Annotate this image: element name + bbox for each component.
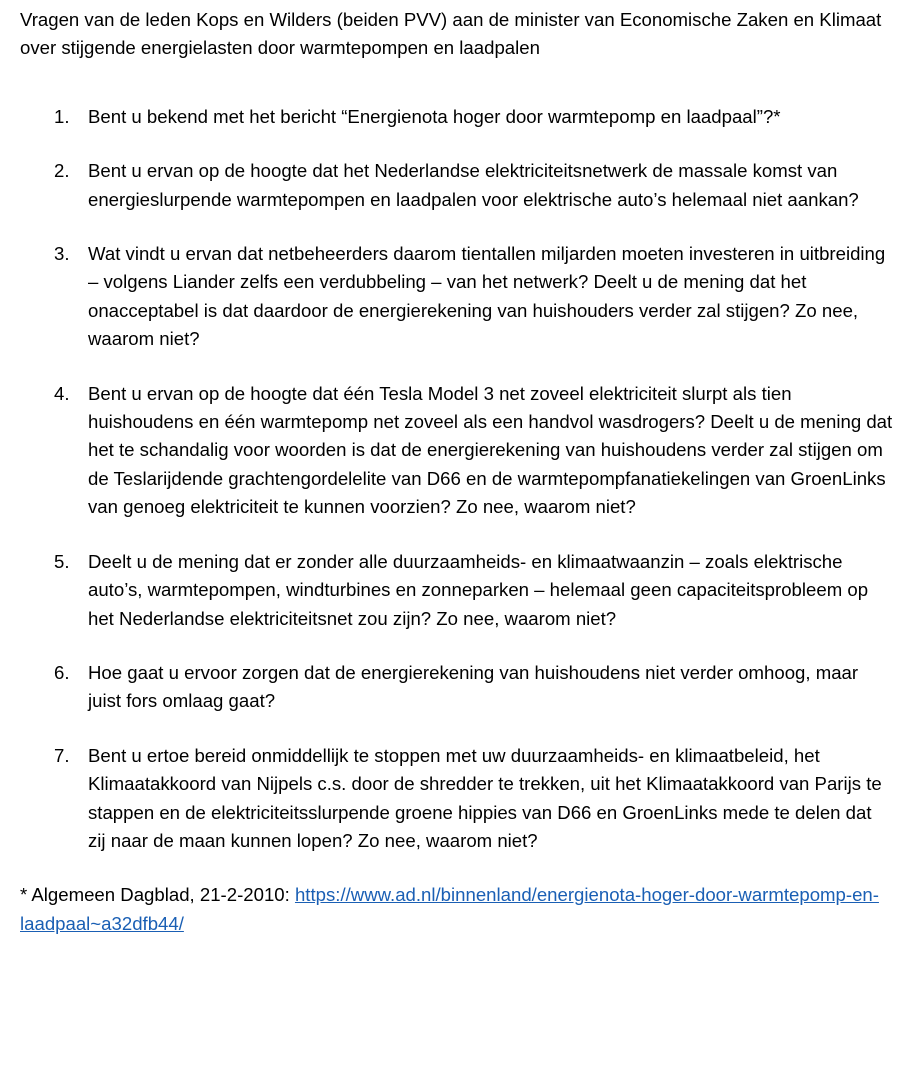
question-number: 1.: [54, 105, 70, 127]
question-text: Bent u ervan op de hoogte dat het Nederlandse elektriciteitsnetwerk de massale komst van energieslurpende warmtepompen en laadpalen voor elektrische auto’s helemaal niet aankan?: [88, 160, 859, 210]
question-text: Bent u ervan op de hoogte dat één Tesla Model 3 net zoveel elektriciteit slurpt als tien huishoudens en één warmtepomp net zoveel als een handvol wasdrogers? Deelt u de mening dat het te schandalig voor woorden is dat de energierekening van huishoudens verder zal stijgen om de Teslarijdende grachtengordelelite van D66 en de warmtepompfanatiekelingen van GroenLinks van genoeg elektriciteit te kunnen voorzien? Zo nee, waarom niet?: [88, 382, 893, 518]
question-text: Bent u bekend met het bericht “Energienota hoger door warmtepomp en laadpaal”?*: [88, 105, 781, 127]
question-item: [20, 548, 904, 633]
question-item: [20, 103, 904, 131]
document-intro: Vragen van de leden Kops en Wilders (beiden PVV) aan de minister van Economische Zaken en Klimaat over stijgende energielasten door warmtepompen en laadpalen: [20, 9, 882, 59]
question-item: [20, 742, 904, 856]
question-item: [20, 659, 904, 716]
question-number: 4.: [54, 382, 70, 404]
question-text: Wat vindt u ervan dat netbeheerders daarom tientallen miljarden moeten investeren in uitbreiding – volgens Liander zelfs een verdubbeling – van het netwerk? Deelt u de mening dat het onacceptabel is dat daardoor de energierekening van huishouders verder zal stijgen? Zo nee, waarom niet?: [88, 243, 886, 350]
question-number: 3.: [54, 243, 70, 265]
question-text: Hoe gaat u ervoor zorgen dat de energierekening van huishoudens niet verder omhoog, maar juist fors omlaag gaat?: [88, 661, 859, 712]
question-number: 5.: [54, 550, 70, 572]
question-item: [20, 157, 904, 214]
question-number: 7.: [54, 744, 70, 766]
footnote-link[interactable]: https://www.ad.nl/binnenland/energienota-hoger-door-warmtepomp-en-laadpaal~a32dfb44/: [20, 884, 879, 934]
question-number: 2.: [54, 160, 70, 182]
document-page: [20, 6, 904, 938]
question-item: [20, 240, 904, 354]
question-text: Bent u ertoe bereid onmiddellijk te stoppen met uw duurzaamheids- en klimaatbeleid, het Klimaatakkoord van Nijpels c.s. door de shredder te trekken, uit het Klimaatakkoord van Parijs te stappen en de elektriciteitsslurpende groene hippies van D66 en GroenLinks mede te delen dat zij naar de maan kunnen lopen? Zo nee, waarom niet?: [88, 744, 882, 851]
question-text: Deelt u de mening dat er zonder alle duurzaamheids- en klimaatwaanzin – zoals elektrische auto’s, warmtepompen, windturbines en zonneparken – helemaal geen capaciteitsprobleem op het Nederlandse elektriciteitsnet zou zijn? Zo nee, waarom niet?: [88, 550, 869, 629]
question-item: [20, 380, 904, 522]
footnote: [20, 881, 904, 938]
footnote-source: * Algemeen Dagblad, 21-2-2010:: [20, 884, 295, 906]
question-number: 6.: [54, 661, 70, 683]
question-list: [20, 103, 904, 856]
